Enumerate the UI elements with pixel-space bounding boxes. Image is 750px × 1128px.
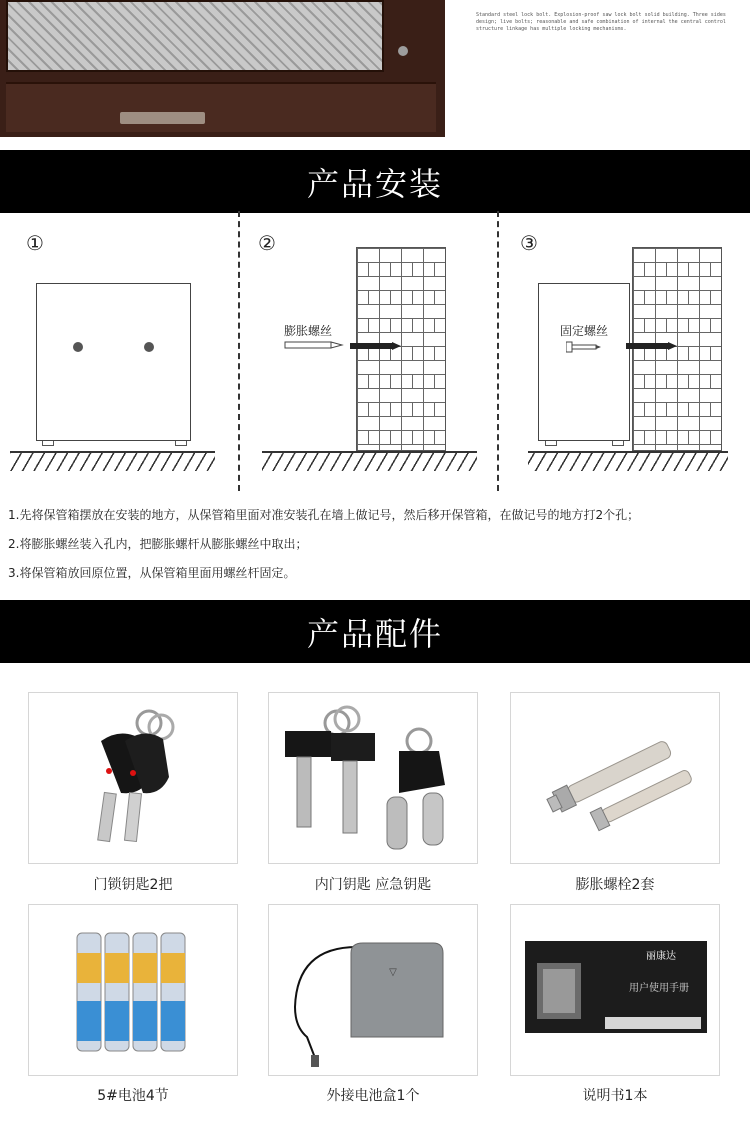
accessory-caption-manual: 说明书1本 xyxy=(582,1088,648,1104)
accessory-card-battery-box xyxy=(268,904,478,1076)
wall-anchor-icon xyxy=(350,341,402,351)
accessory-card-bolts xyxy=(510,692,720,864)
install-title: 产品安装 xyxy=(306,164,443,203)
ground-hatch xyxy=(262,451,477,471)
expansion-screw-label: 膨胀螺丝 xyxy=(284,324,333,338)
safe-foot xyxy=(42,441,54,446)
safe-foot xyxy=(175,441,187,446)
install-steps xyxy=(8,501,748,588)
safe-outline xyxy=(538,283,630,441)
ground-hatch xyxy=(528,451,728,471)
manual-icon xyxy=(511,905,721,1077)
accessory-caption-door-keys: 门锁钥匙2把 xyxy=(93,877,173,893)
safe-foot xyxy=(545,441,557,446)
top-product-photo xyxy=(0,0,750,148)
mounting-hole xyxy=(144,342,154,352)
accessories-section-header xyxy=(0,600,750,663)
install-step-2: 2.将膨胀螺丝装入孔内，把膨胀螺杆从膨胀螺丝中取出； xyxy=(8,537,308,551)
ground-hatch xyxy=(10,451,215,471)
step-number-1: ① xyxy=(26,231,44,255)
photo-caption: Standard steel lock bolt. Explosion-proof saw lock bolt solid building. Three sides design; live bolts; reasonable and safe combination of internal the central control structure linkage has multiple locking mechanisms. xyxy=(476,12,726,32)
safe-foot xyxy=(612,441,624,446)
install-step-3: 3.将保管箱放回原位置，从保管箱里面用螺丝杆固定。 xyxy=(8,566,296,580)
accessories-title: 产品配件 xyxy=(306,614,443,653)
step-number-3: ③ xyxy=(520,231,538,255)
accessory-caption-inner-keys: 内门钥匙 应急钥匙 xyxy=(314,877,432,893)
mounting-hole xyxy=(73,342,83,352)
safe-door-panel xyxy=(6,0,384,72)
safe-knob xyxy=(398,46,408,56)
manual-brand: 丽康达 xyxy=(646,951,676,962)
manual-title: 用户使用手册 xyxy=(629,983,689,994)
safe-photo xyxy=(0,0,445,137)
fixing-screw-icon xyxy=(566,340,602,354)
panel-divider xyxy=(497,211,499,491)
wall-anchor-icon xyxy=(626,341,678,351)
safe-outline xyxy=(36,283,191,441)
battery-icon xyxy=(29,905,239,1077)
fixing-screw-label: 固定螺丝 xyxy=(560,324,609,338)
install-diagram xyxy=(0,211,750,501)
install-step-1: 1.先将保管箱摆放在安装的地方，从保管箱里面对准安装孔在墙上做记号，然后移开保管箱，在做记号的地方打2个孔； xyxy=(8,508,640,522)
accessory-caption-battery-box: 外接电池盒1个 xyxy=(326,1088,420,1104)
drawer-handle xyxy=(120,112,205,124)
red-key-icon xyxy=(29,693,239,865)
accessory-card-manual xyxy=(510,904,720,1076)
install-section-header xyxy=(0,150,750,213)
accessory-caption-bolts: 膨胀螺栓2套 xyxy=(575,877,655,893)
accessory-card-batteries xyxy=(28,904,238,1076)
accessory-card-door-keys xyxy=(28,692,238,864)
battery-box-icon xyxy=(269,905,479,1077)
svg-text:▽: ▽ xyxy=(389,967,397,978)
accessory-card-inner-keys xyxy=(268,692,478,864)
accessory-caption-batteries: 5#电池4节 xyxy=(97,1088,169,1104)
safe-drawer xyxy=(6,82,436,132)
panel-divider xyxy=(238,211,240,491)
expansion-screw-icon xyxy=(284,339,344,351)
expansion-bolt-icon xyxy=(511,693,721,865)
black-keys-icon xyxy=(269,693,479,865)
step-number-2: ② xyxy=(258,231,276,255)
